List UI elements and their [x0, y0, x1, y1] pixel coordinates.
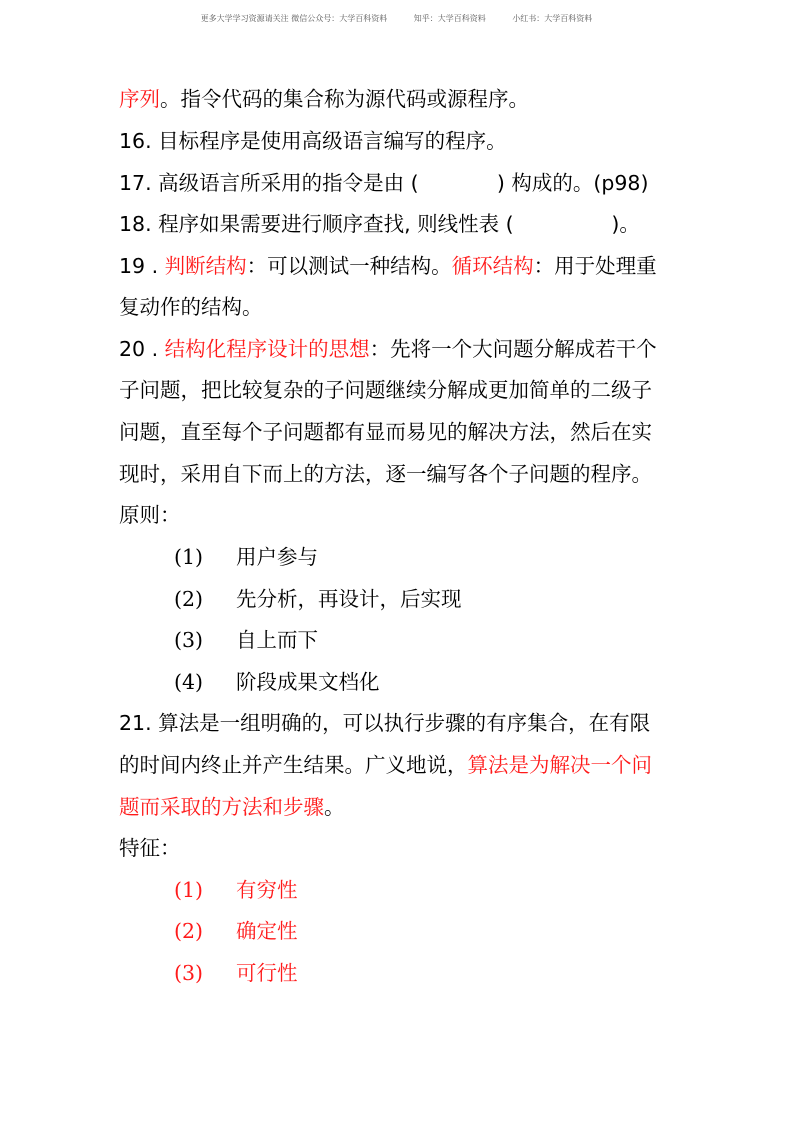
item-20-cont	[119, 419, 652, 445]
list-text: 先分析，再设计，后实现	[236, 587, 462, 611]
principle-item	[174, 586, 462, 612]
principle-heading	[119, 502, 181, 528]
body-text: ：先将一个大问题分解成若干个	[369, 337, 657, 361]
list-text: 用户参与	[236, 545, 318, 569]
item-21-cont	[119, 752, 652, 778]
header-xiaohongshu: 小红书：大学百科资料	[512, 14, 593, 23]
feature-heading	[119, 835, 181, 861]
item-17	[119, 170, 648, 196]
list-number: (4)	[174, 670, 204, 694]
principle-item	[174, 544, 318, 570]
highlight-text: 序列	[119, 87, 160, 111]
highlight-text: 结构化程序设计的思想	[164, 337, 370, 361]
list-text: 确定性	[236, 919, 298, 943]
body-text: 的时间内终止并产生结果。广义地说，	[119, 753, 468, 777]
list-text: 可行性	[236, 961, 298, 985]
line-sequence	[119, 86, 529, 112]
body-text: 。	[324, 795, 345, 819]
item-21-cont	[119, 794, 345, 820]
body-text: 特征：	[119, 836, 181, 860]
header-zhihu: 知乎：大学百科资料	[413, 14, 486, 23]
list-text: 阶段成果文档化	[236, 670, 380, 694]
body-text: 17. 高级语言所采用的指令是由 ( ) 构成的。(p98)	[119, 171, 649, 195]
item-20-cont	[119, 461, 652, 487]
list-number: (1)	[174, 878, 204, 902]
body-text: 复动作的结构。	[119, 295, 263, 319]
item-20-cont	[119, 377, 652, 403]
item-number: 20 .	[119, 337, 165, 361]
item-19-cont	[119, 294, 263, 320]
principle-item	[174, 627, 318, 653]
body-text: 子问题，把比较复杂的子问题继续分解成更加简单的二级子	[119, 378, 652, 402]
list-number: (2)	[174, 919, 204, 943]
list-number: (3)	[174, 628, 204, 652]
item-18	[119, 211, 640, 237]
list-number: (1)	[174, 545, 204, 569]
body-text: ：用于处理重	[533, 254, 657, 278]
item-number: 19 .	[119, 254, 165, 278]
feature-item	[174, 960, 298, 986]
highlight-text: 判断结构	[164, 254, 247, 278]
feature-item	[174, 918, 298, 944]
highlight-text: 循环结构	[451, 254, 534, 278]
feature-item	[174, 877, 298, 903]
body-text: 原则：	[119, 503, 181, 527]
header-wechat: 更多大学学习资源请关注 微信公众号：大学百科资料	[200, 14, 388, 23]
body-text: ：可以测试一种结构。	[246, 254, 452, 278]
highlight-text: 题而采取的方法和步骤	[119, 795, 324, 819]
list-number: (2)	[174, 587, 204, 611]
list-text: 有穷性	[236, 878, 298, 902]
list-text: 自上而下	[236, 628, 318, 652]
page-header	[0, 13, 793, 24]
body-text: 18. 程序如果需要进行顺序查找, 则线性表 ( )。	[119, 212, 640, 236]
highlight-text: 算法是为解决一个问	[467, 753, 652, 777]
item-20	[119, 336, 657, 362]
item-19	[119, 253, 657, 279]
body-text: 21. 算法是一组明确的，可以执行步骤的有序集合，在有限	[119, 711, 651, 735]
list-number: (3)	[174, 961, 204, 985]
body-text: 问题，直至每个子问题都有显而易见的解决方法，然后在实	[119, 420, 652, 444]
principle-item	[174, 669, 380, 695]
item-16	[119, 128, 507, 154]
item-21	[119, 710, 650, 736]
body-text: 现时，采用自下而上的方法，逐一编写各个子问题的程序。	[119, 462, 652, 486]
body-text: 。指令代码的集合称为源代码或源程序。	[160, 87, 529, 111]
body-text: 16. 目标程序是使用高级语言编写的程序。	[119, 129, 507, 153]
